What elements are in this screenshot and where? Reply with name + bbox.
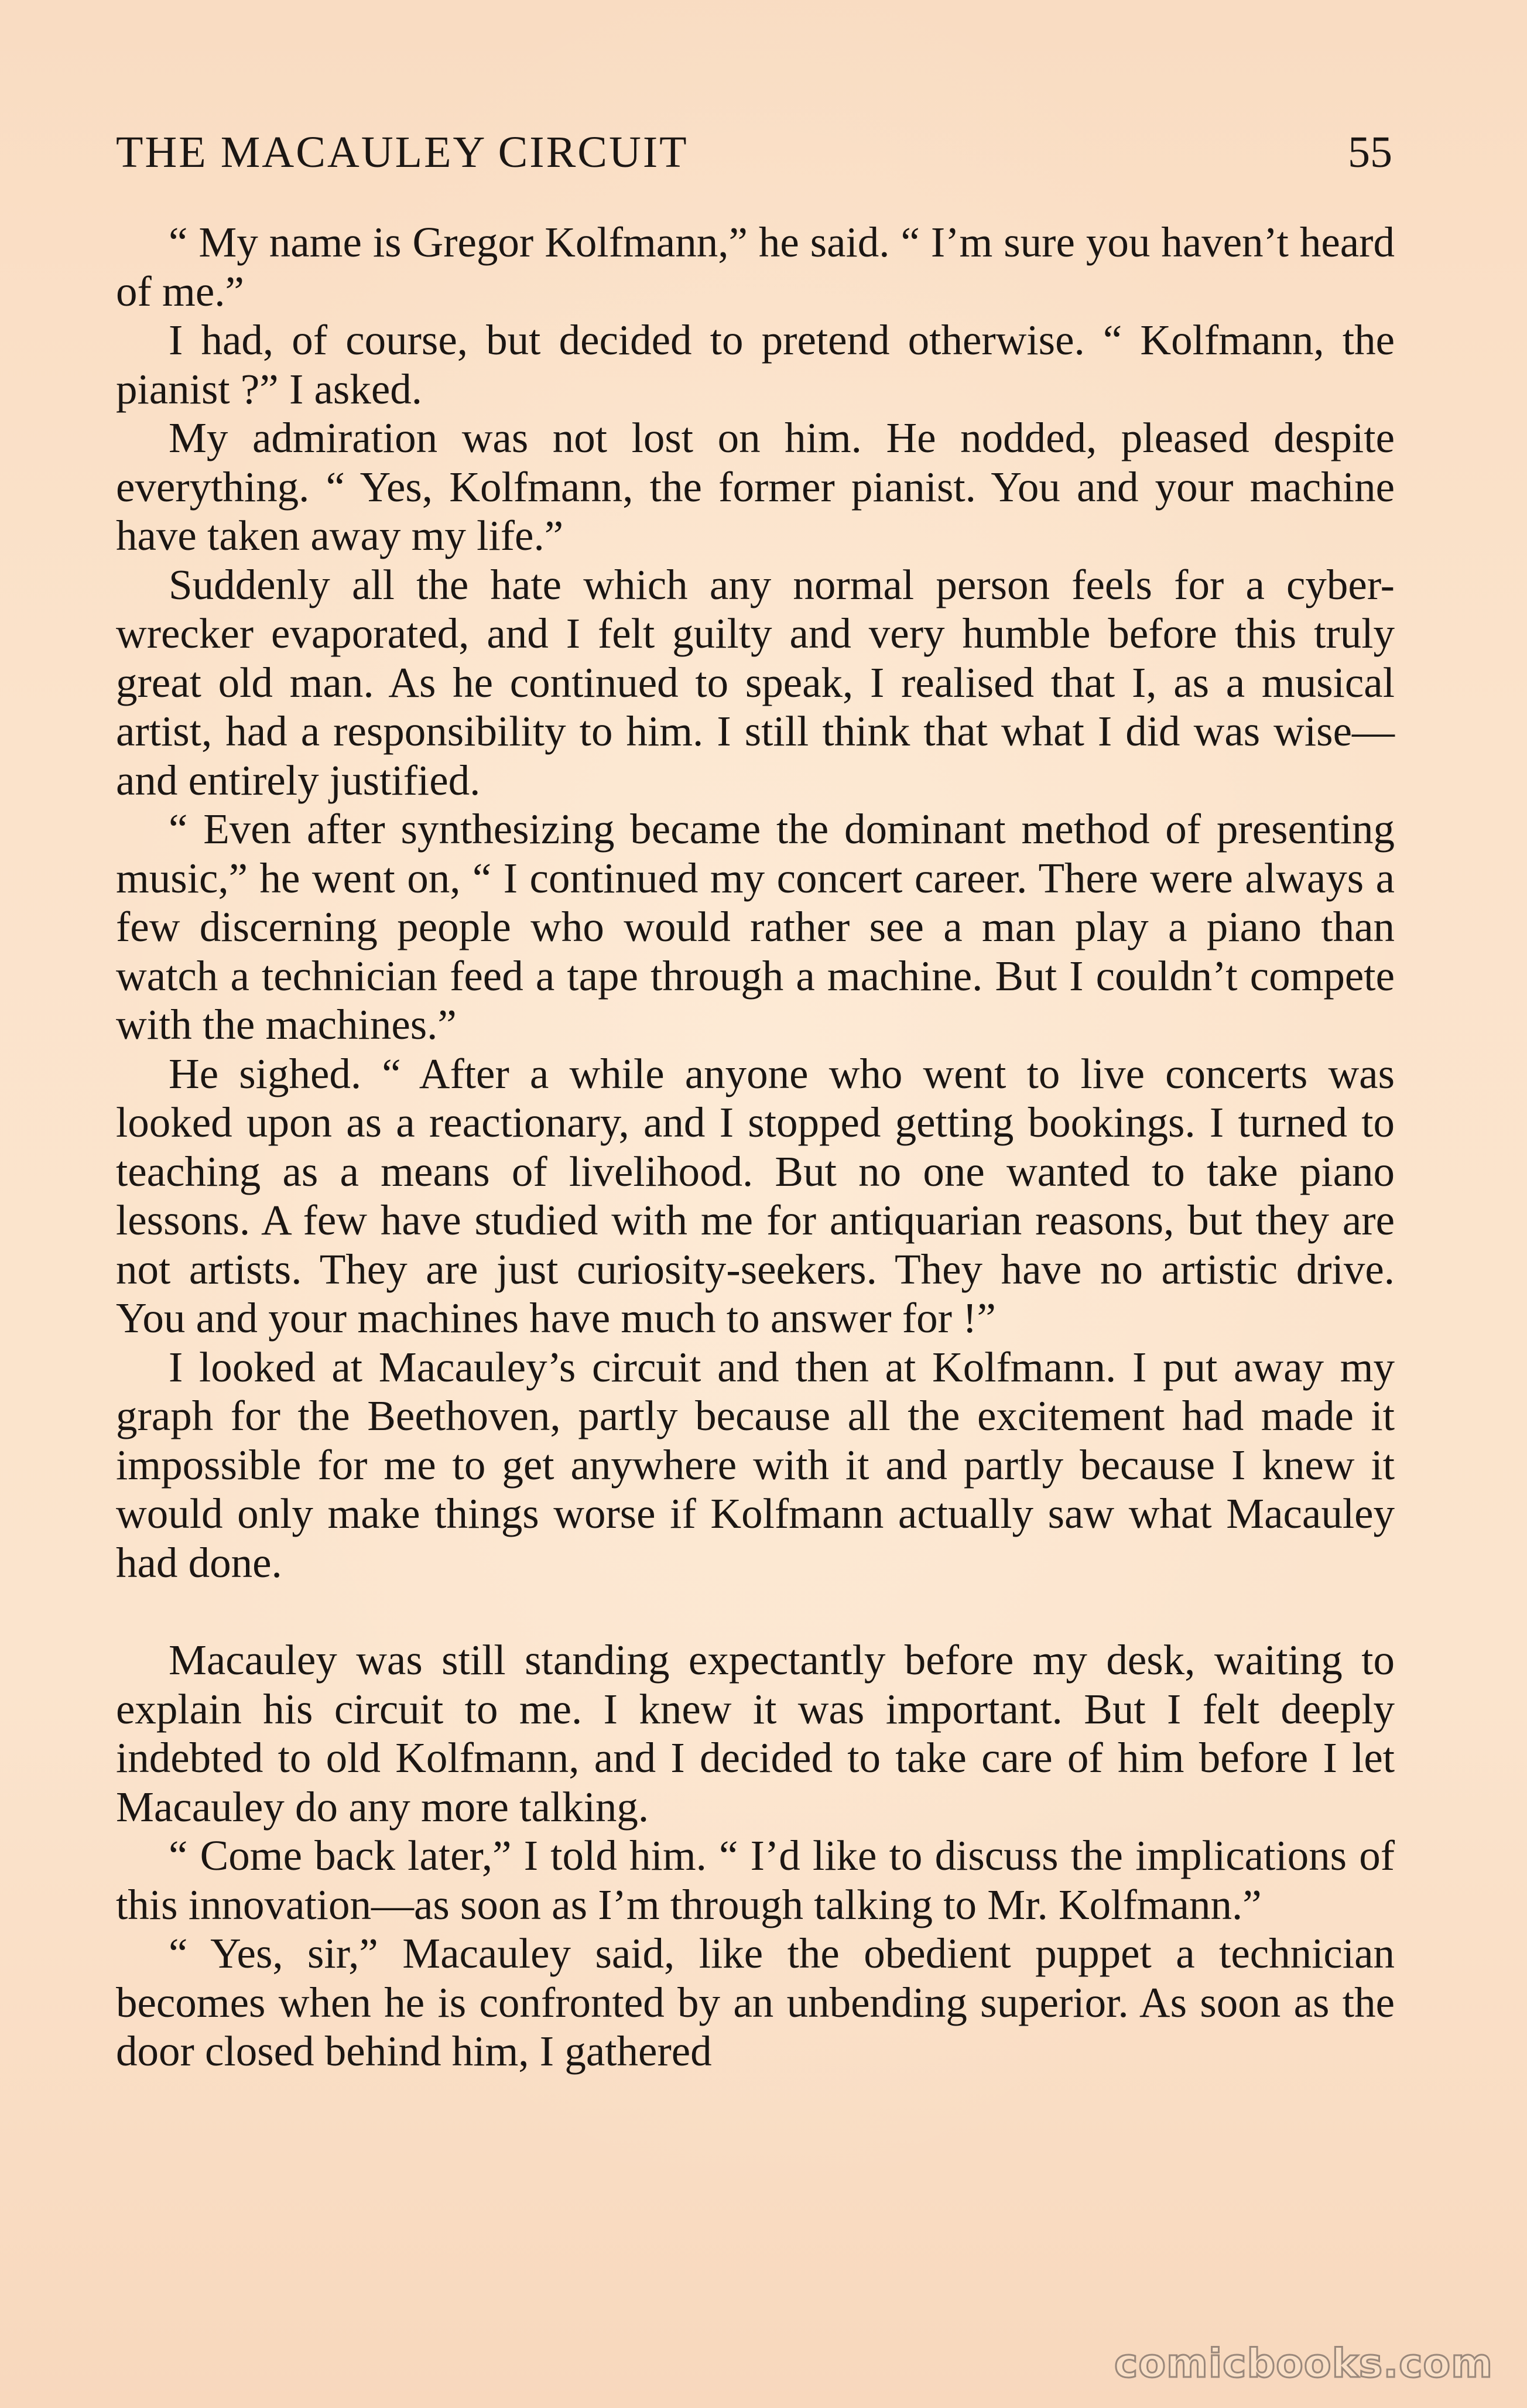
running-head: THE MACAULEY CIRCUIT <box>116 128 689 177</box>
paragraph: “ Yes, sir,” Macauley said, like the obedient puppet a technician becomes when he is confronted by an unbending superior. As soon as the door closed behind him, I gathered <box>116 1930 1395 2075</box>
paragraph: I had, of course, but decided to pretend otherwise. “ Kolfmann, the pianist ?” I asked. <box>116 316 1395 413</box>
page-header <box>116 120 1392 184</box>
body-text <box>116 218 1395 2076</box>
paragraph: He sighed. “ After a while anyone who went to live concerts was looked upon as a reactionary, and I stopped getting bookings. I turned to teaching as a means of livelihood. But no one wanted to take piano lessons. A few have studied with me for antiquarian reasons, but they are not artists. They are just curiosity-seekers. They have no artistic drive. You and your machines have much to answer for !” <box>116 1049 1395 1342</box>
paragraph: “ Even after synthesizing became the dominant method of presenting music,” he went on, “ I continued my concert career. There were always a few discerning people who would rather see a man play a piano than watch a technician feed a tape through a machine. But I couldn’t compete with the machines.” <box>116 805 1395 1048</box>
paragraph: My admiration was not lost on him. He nodded, pleased despite everything. “ Yes, Kolfmann, the former pianist. You and your machine have taken away my life.” <box>116 414 1395 559</box>
paragraph: “ My name is Gregor Kolfmann,” he said. “ I’m sure you haven’t heard of me.” <box>116 218 1395 315</box>
paragraph: Suddenly all the hate which any normal person feels for a cyber-wrecker evaporated, and I felt guilty and very humble before this truly great old man. As he continued to speak, I realised that I, as a musical artist, had a responsibility to him. I still think that what I did was wise—and entirely justified. <box>116 560 1395 804</box>
watermark-logo: comicbooks.com <box>1114 2341 1493 2387</box>
paragraph: I looked at Macauley’s circuit and then at Kolfmann. I put away my graph for the Beethoven, partly because all the excitement had made it impossible for me to get anywhere with it and partly because I knew it would only make things worse if Kolfmann actually saw what Macauley had done. <box>116 1343 1395 1586</box>
page-number: 55 <box>1348 128 1392 177</box>
paragraph: Macauley was still standing expectantly before my desk, waiting to explain his circuit to me. I knew it was important. But I felt deeply indebted to old Kolfmann, and I decided to take care of him before I let Macauley do any more talking. <box>116 1636 1395 1831</box>
paragraph: “ Come back later,” I told him. “ I’d like to discuss the implications of this innovation—as soon as I’m through talking to Mr. Kolfmann.” <box>116 1832 1395 1928</box>
